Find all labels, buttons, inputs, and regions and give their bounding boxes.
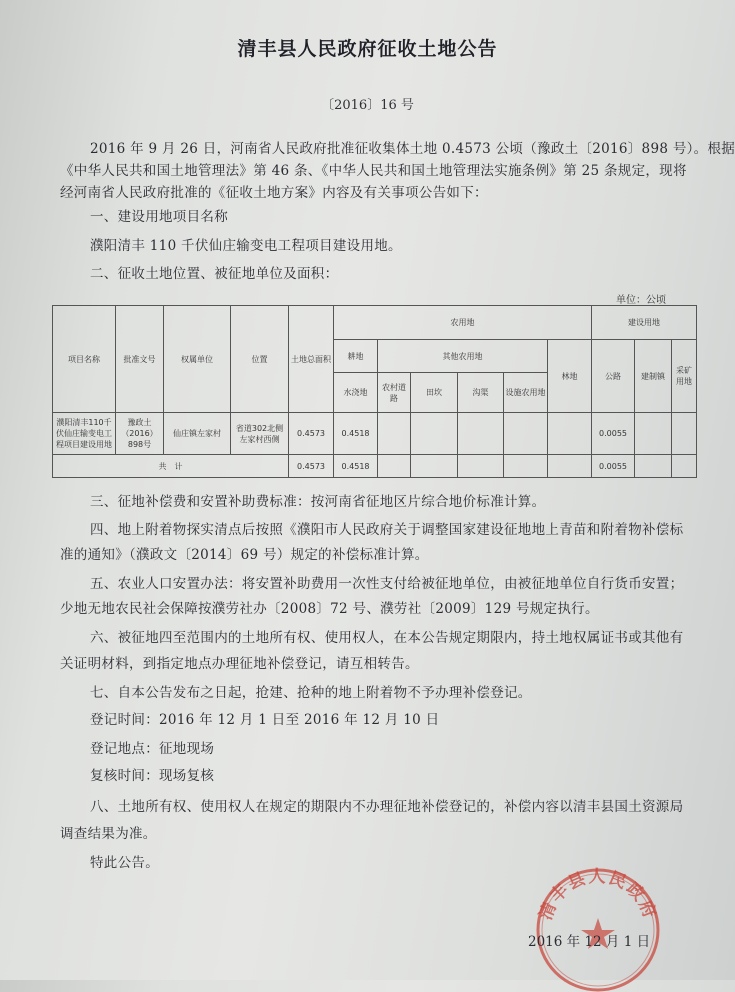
cell-project: 濮阳清丰110千伏仙庄输变电工程项目建设用地: [53, 413, 116, 455]
th-owner: 权属单位: [164, 306, 231, 413]
th-mining: 采矿用地: [672, 340, 697, 413]
section-7: 七、自本公告发布之日起，抢建、抢种的地上附着物不予办理补偿登记。: [90, 685, 532, 701]
cell-approval: 豫政土（2016）898号: [116, 413, 164, 455]
total-row: [53, 455, 697, 478]
th-village-road: 农村道路: [378, 373, 411, 413]
cell-road: 0.0055: [592, 413, 635, 455]
th-ridge: 田坎: [411, 373, 458, 413]
total-paddy: 0.4518: [334, 455, 378, 478]
intro-line-3: 经河南省人民政府批准的《征收土地方案》内容及有关事项公告如下：: [60, 185, 488, 201]
section-5-line-1: 五、农业人口安置办法：将安置补助费用一次性支付给被征地单位，由被征地单位自行货币安置；: [90, 576, 684, 592]
closing-text: 特此公告。: [90, 855, 159, 871]
cell-total: 0.4573: [289, 413, 334, 455]
section-1-heading: 一、建设用地项目名称: [90, 209, 228, 225]
section-4-line-2: 准的通知》（濮政文〔2014〕69 号）规定的补偿标准计算。: [60, 547, 429, 563]
seal-text: 清丰县人民政府: [535, 867, 661, 923]
unit-label: 单位：公顷: [616, 295, 666, 306]
section-3: 三、征地补偿费和安置补助费标准：按河南省征地区片综合地价标准计算。: [90, 494, 546, 510]
th-other-farm: 其他农用地: [378, 340, 548, 373]
th-facility: 设施农用地: [504, 373, 548, 413]
th-farmland: 农用地: [334, 306, 592, 340]
section-1-body: 濮阳清丰 110 千伏仙庄输变电工程项目建设用地。: [90, 238, 402, 254]
registration-place: 登记地点：征地现场: [90, 741, 215, 757]
th-construction: 建设用地: [592, 306, 697, 340]
section-8-line-1: 八、土地所有权、使用权人在规定的期限内不办理征地补偿登记的，补偿内容以清丰县国土资源局: [90, 799, 684, 815]
th-paddy: 水浇地: [334, 373, 378, 413]
th-ditch: 沟渠: [458, 373, 504, 413]
registration-time: 登记时间：2016 年 12 月 1 日至 2016 年 12 月 10 日: [90, 712, 440, 728]
intro-line-2: 《中华人民共和国土地管理法》第 46 条、《中华人民共和国土地管理法实施条例》第 25 条规定，现将: [60, 163, 687, 179]
issue-date: 2016 年 12 月 1 日: [528, 934, 651, 950]
section-5-line-2: 少地无地农民社会保障按濮劳社办〔2008〕72 号、濮劳社〔2009〕129 号规定执行。: [60, 601, 599, 617]
cell-location: 省道302北侧左家村西侧: [231, 413, 289, 455]
th-project: 项目名称: [53, 306, 116, 413]
section-4-line-1: 四、地上附着物探实清点后按照《濮阳市人民政府关于调整国家建设征地地上青苗和附着物补偿标: [90, 522, 684, 538]
th-location: 位置: [231, 306, 289, 413]
section-8-line-2: 调查结果为准。: [60, 826, 157, 842]
review-time: 复核时间：现场复核: [90, 768, 215, 784]
intro-line-1: 2016 年 9 月 26 日，河南省人民政府批准征收集体土地 0.4573 公顷（豫政土〔2016〕898 号）。根据: [90, 141, 735, 157]
official-seal-icon: [528, 852, 668, 992]
th-total: 土地总面积: [289, 306, 334, 413]
land-table: [52, 305, 697, 478]
document-number: 〔2016〕16 号: [321, 98, 414, 113]
th-forest: 林地: [548, 340, 592, 413]
th-arable: 耕地: [334, 340, 378, 373]
th-town: 建制镇: [635, 340, 672, 413]
table-row: [53, 413, 697, 455]
page-title: 清丰县人民政府征收土地公告: [237, 38, 498, 60]
section-6-line-2: 关证明材料，到指定地点办理征地补偿登记，请互相转告。: [60, 656, 419, 672]
total-road: 0.0055: [592, 455, 635, 478]
th-road: 公路: [592, 340, 635, 413]
section-2-heading: 二、征收土地位置、被征地单位及面积：: [90, 266, 339, 282]
th-approval: 批准文号: [116, 306, 164, 413]
total-area: 0.4573: [289, 455, 334, 478]
total-label: 共 计: [53, 455, 289, 478]
svg-text:清丰县人民政府: [535, 867, 661, 923]
cell-owner: 仙庄镇左家村: [164, 413, 231, 455]
section-6-line-1: 六、被征地四至范围内的土地所有权、使用权人，在本公告规定期限内，持土地权属证书或其他有: [90, 630, 684, 646]
cell-paddy: 0.4518: [334, 413, 378, 455]
